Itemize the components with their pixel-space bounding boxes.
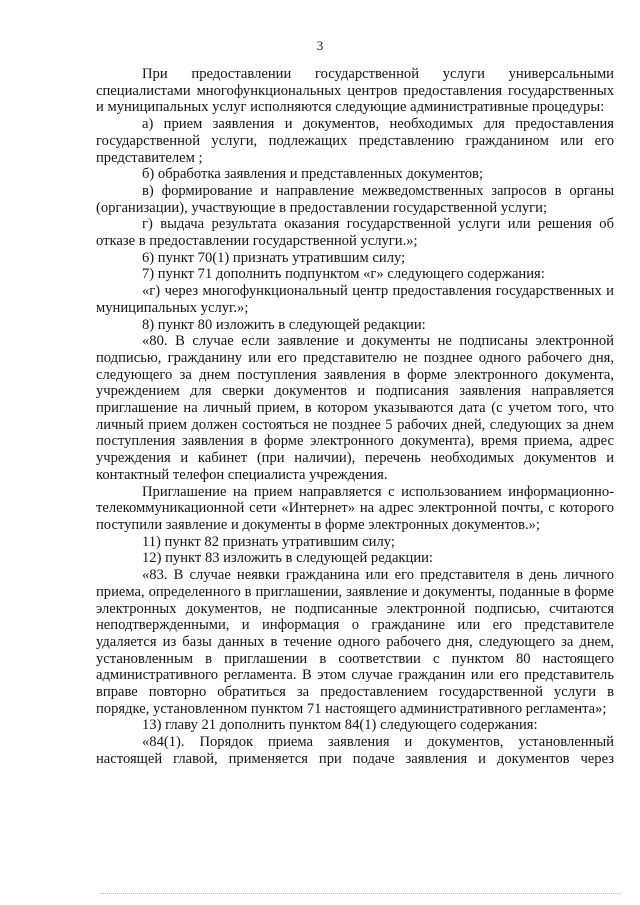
paragraph-intro: При предоставлении государственной услуги универсальными специалистами многофункциональных центров предоставления государственных и муниципальных услуг исполняются следующие административные процедуры:: [96, 66, 614, 116]
list-item-g: г) выдача результата оказания государственной услуги или решения об отказе в предоставлении государственной услуги.»;: [96, 216, 614, 250]
clause-80-text: «80. В случае если заявление и документы не подписаны электронной подписью, гражданину или его представителю не позднее одного рабочего дня, следующего за днем поступления заявления в форме электронного документа, учреждением для сверки документов и подписания заявления направляется приглашение на личный прием, в котором указываются дата (с учетом того, что личный прием должен состояться не позднее 5 рабочих дней, следующих за днем поступления заявления в форме электронного документа), время приема, адрес учреждения и кабинет (при наличии), перечень необходимых документов и контактный телефон специалиста учреждения.: [96, 333, 614, 483]
clause-84-1-text: «84(1). Порядок приема заявления и документов, установленный настоящей главой, применяется при подаче заявления и документов через: [96, 734, 614, 767]
amendment-7: 7) пункт 71 дополнить подпунктом «г» следующего содержания:: [142, 266, 545, 283]
list-item-b: б) обработка заявления и представленных документов;: [142, 166, 484, 183]
amendment-13: 13) главу 21 дополнить пунктом 84(1) следующего содержания:: [142, 717, 538, 734]
list-item-v: в) формирование и направление межведомственных запросов в органы (организации), участвующие в предоставлении государственной услуги;: [96, 182, 614, 216]
amendment-11: 11) пункт 82 признать утратившим силу;: [142, 533, 395, 550]
list-item-a: а) прием заявления и документов, необходимых для предоставления государственной услуги, подлежащих представлению гражданином или его представителем ;: [96, 116, 614, 166]
clause-83-text: «83. В случае неявки гражданина или его представителя в день личного приема, определенного в приглашении, заявление и документы, поданные в форме электронных документов, не подписанные электронной подписью, считаются неподтвержденными, и информация о гражданине или его представителе удаляется из базы данных в течение одного рабочего дня, следующего за днем, установленным в приглашении в соответствии с пунктом 80 настоящего административного регламента. В этом случае гражданин или его представитель вправе повторно обратиться за предоставлением государственной услуги в порядке, установленном пунктом 71 настоящего административного регламента»;: [96, 567, 614, 717]
scan-artifact-line: [100, 893, 620, 894]
amendment-8: 8) пункт 80 изложить в следующей редакции:: [142, 316, 426, 333]
amendment-7-text: «г) через многофункциональный центр предоставления государственных и муниципальных услуг.»;: [96, 283, 614, 316]
clause-80-invitation: Приглашение на прием направляется с использованием информационно-телекоммуникационной сети «Интернет» на адрес электронной почты, с которого поступили заявление и документы в форме электронных документов.»;: [96, 483, 614, 533]
document-body: [96, 66, 614, 768]
amendment-6: 6) пункт 70(1) признать утратившим силу;: [142, 249, 406, 266]
page-number: 3: [316, 38, 324, 53]
amendment-12: 12) пункт 83 изложить в следующей редакции:: [142, 550, 433, 567]
